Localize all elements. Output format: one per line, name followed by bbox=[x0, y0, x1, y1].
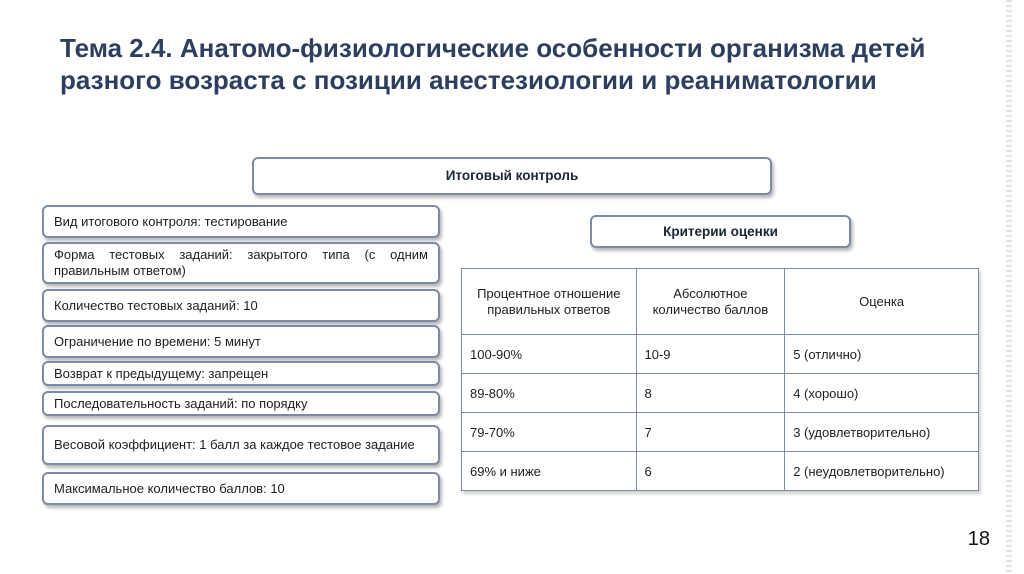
table-row bbox=[462, 335, 979, 374]
table-row bbox=[462, 374, 979, 413]
criteria-header bbox=[590, 215, 851, 248]
cell-points: 10-9 bbox=[636, 335, 785, 374]
cell-grade: 3 (удовлетворительно) bbox=[785, 413, 979, 452]
final-control-label: Итоговый контроль bbox=[445, 168, 579, 183]
criteria-label: Критерии оценки bbox=[663, 223, 778, 239]
final-control-header bbox=[252, 157, 772, 195]
cell-grade: 2 (неудовлетворительно) bbox=[785, 452, 979, 491]
cell-points: 7 bbox=[636, 413, 785, 452]
cell-percent: 100-90% bbox=[462, 335, 637, 374]
header-points: Абсолютное количество баллов bbox=[636, 269, 785, 335]
cell-percent: 89-80% bbox=[462, 374, 637, 413]
control-item-type: Вид итогового контроля: тестирование bbox=[42, 205, 440, 238]
control-item-weight: Весовой коэффициент: 1 балл за каждое тестовое задание bbox=[42, 425, 440, 465]
header-grade: Оценка bbox=[785, 269, 979, 335]
control-item-time-limit: Ограничение по времени: 5 минут bbox=[42, 325, 440, 358]
cell-grade: 5 (отлично) bbox=[785, 335, 979, 374]
decorative-side-stripe bbox=[1006, 0, 1012, 574]
control-item-max-score: Максимальное количество баллов: 10 bbox=[42, 472, 440, 505]
page-number: 18 bbox=[967, 528, 990, 550]
control-item-form: Форма тестовых заданий: закрытого типа (с одним правильным ответом) bbox=[42, 242, 440, 284]
cell-grade: 4 (хорошо) bbox=[785, 374, 979, 413]
cell-percent: 69% и ниже bbox=[462, 452, 637, 491]
table-row bbox=[462, 413, 979, 452]
cell-percent: 79-70% bbox=[462, 413, 637, 452]
header-percent: Процентное отношение правильных ответов bbox=[462, 269, 637, 335]
cell-points: 6 bbox=[636, 452, 785, 491]
page-title: Тема 2.4. Анатомо-физиологические особенности организма детей разного возраста с позиции анестезиологии и реаниматологии bbox=[60, 33, 926, 95]
control-item-sequence: Последовательность заданий: по порядку bbox=[42, 391, 440, 416]
control-item-return: Возврат к предыдущему: запрещен bbox=[42, 361, 440, 386]
cell-points: 8 bbox=[636, 374, 785, 413]
criteria-table bbox=[461, 268, 979, 491]
table-row bbox=[462, 452, 979, 491]
control-item-count: Количество тестовых заданий: 10 bbox=[42, 289, 440, 322]
table-header-row bbox=[462, 269, 979, 335]
